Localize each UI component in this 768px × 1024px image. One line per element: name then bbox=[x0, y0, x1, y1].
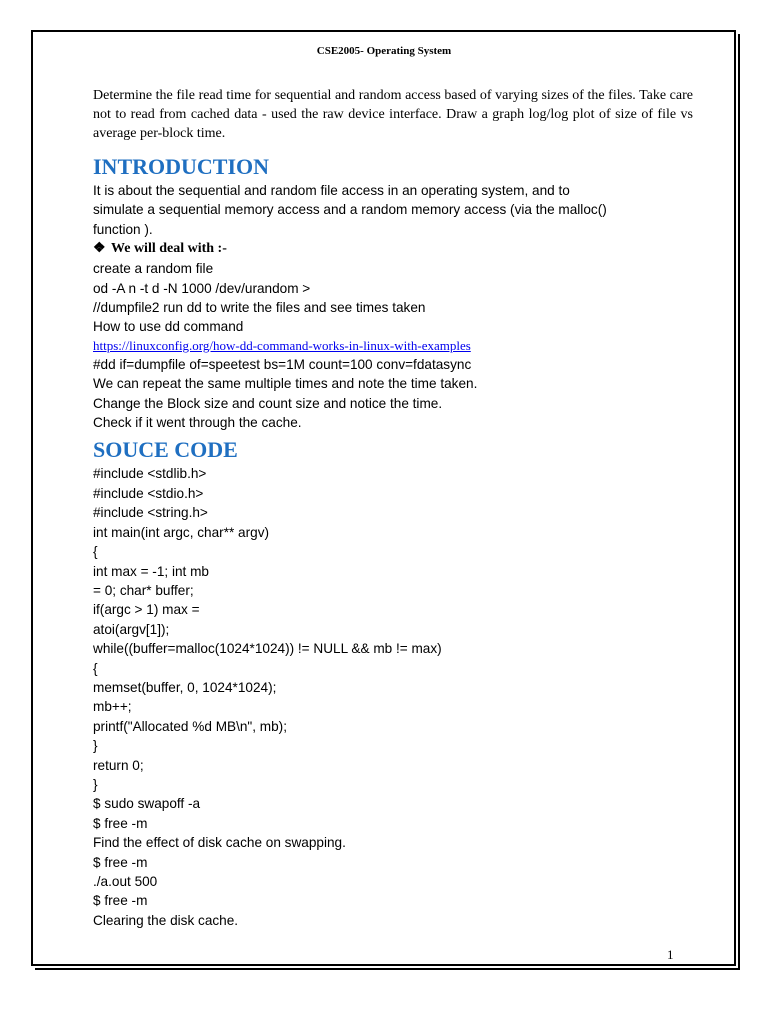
intro-line: It is about the sequential and random file access in an operating system, and to bbox=[93, 183, 570, 198]
step-line: #dd if=dumpfile of=speetest bs=1M count=100 conv=fdatasync bbox=[93, 356, 472, 372]
code-line: $ free -m bbox=[93, 815, 148, 831]
code-line: #include <stdlib.h> bbox=[93, 466, 207, 482]
step-line: od -A n -t d -N 1000 /dev/urandom > bbox=[93, 280, 311, 296]
code-line: Clearing the disk cache. bbox=[93, 912, 239, 928]
page-header-title: CSE2005- Operating System bbox=[316, 45, 452, 57]
code-line: $ free -m bbox=[93, 854, 148, 870]
introduction-text bbox=[93, 181, 693, 239]
code-line: while((buffer=malloc(1024*1024)) != NULL && mb != max) bbox=[93, 641, 442, 657]
code-line: int main(int argc, char** argv) bbox=[93, 524, 270, 540]
step-line: Check if it went through the cache. bbox=[93, 415, 302, 431]
code-line: { bbox=[93, 660, 98, 676]
introduction-heading: INTRODUCTION bbox=[93, 154, 270, 179]
code-line: } bbox=[93, 738, 98, 754]
code-line: #include <stdio.h> bbox=[93, 485, 204, 501]
source-code-heading: SOUCE CODE bbox=[93, 437, 238, 463]
dd-command-link[interactable]: https://linuxconfig.org/how-dd-command-works-in-linux-with-examples bbox=[93, 337, 471, 353]
code-line: #include <string.h> bbox=[93, 505, 208, 521]
code-line: } bbox=[93, 776, 98, 792]
steps-list-a bbox=[93, 259, 693, 337]
code-line: $ sudo swapoff -a bbox=[93, 796, 201, 812]
steps-list-b bbox=[93, 355, 693, 433]
intro-line: simulate a sequential memory access and a random memory access (via the malloc() bbox=[93, 202, 607, 218]
bullet-item bbox=[93, 239, 693, 259]
document-body bbox=[93, 86, 693, 930]
step-line: Change the Block size and count size and notice the time. bbox=[93, 395, 443, 411]
step-line: create a random file bbox=[93, 261, 214, 277]
code-line: $ free -m bbox=[93, 893, 148, 909]
step-line: How to use dd command bbox=[93, 319, 244, 335]
step-line: We can repeat the same multiple times and note the time taken. bbox=[93, 376, 478, 392]
code-line: = 0; char* buffer; bbox=[93, 582, 194, 598]
problem-statement: Determine the file read time for sequential and random access based of varying sizes of the files. Take care not to read from cached data - used the raw device interface. Draw a graph log/log plot of size of file vs average per-block time. bbox=[93, 88, 693, 141]
diamond-bullet-icon: ❖ bbox=[93, 241, 106, 257]
code-line: Find the effect of disk cache on swapping. bbox=[93, 835, 346, 851]
intro-line: function ). bbox=[93, 221, 153, 237]
bullet-text: We will deal with :- bbox=[111, 241, 227, 257]
code-line: return 0; bbox=[93, 757, 144, 773]
code-line: int max = -1; int mb bbox=[93, 563, 209, 579]
page-number: 1 bbox=[667, 947, 674, 962]
code-line: printf("Allocated %d MB\n", mb); bbox=[93, 718, 287, 734]
source-code-block bbox=[93, 464, 693, 930]
code-line: atoi(argv[1]); bbox=[93, 621, 170, 637]
code-line: memset(buffer, 0, 1024*1024); bbox=[93, 679, 277, 695]
step-line: //dumpfile2 run dd to write the files and see times taken bbox=[93, 300, 426, 316]
code-line: if(argc > 1) max = bbox=[93, 602, 200, 618]
code-line: { bbox=[93, 544, 98, 560]
code-line: ./a.out 500 bbox=[93, 874, 158, 889]
code-line: mb++; bbox=[93, 699, 132, 715]
